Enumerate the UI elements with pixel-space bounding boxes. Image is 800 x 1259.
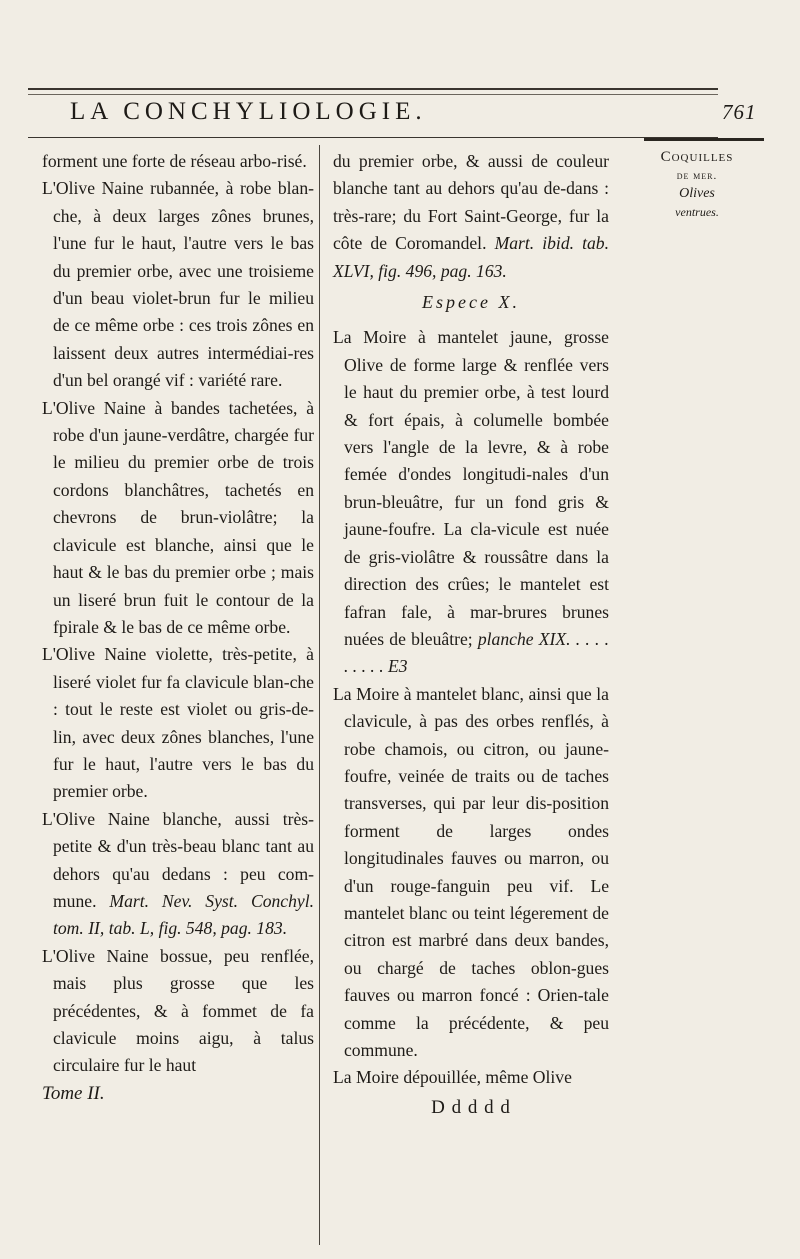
signature-mark: D d d d d	[431, 1096, 511, 1118]
margin-note-line1: Coquilles	[660, 149, 734, 165]
left-paragraph-4: L'Olive Naine violette, très-petite, à liseré violet fur fa clavicule blan-che : tout le reste est violet ou gris-de-lin, avec deux zônes blanches, l'une fur le haut, l'autre vers le bas du premier orbe.	[42, 644, 314, 802]
right-paragraph-1-reference: Mart. ibid. tab. XLVI, fig. 496, pag. 163.	[333, 233, 609, 281]
column-divider	[319, 145, 320, 1245]
left-paragraph-5-reference: Mart. Nev. Syst. Conchyl. tom. II, tab. L, fig. 548, pag. 183.	[53, 890, 314, 939]
margin-note	[622, 138, 772, 220]
section-heading-espece: Espece X.	[422, 292, 520, 313]
left-paragraph-5	[42, 806, 314, 943]
left-column	[42, 148, 314, 1107]
margin-note-line4: ventrues.	[675, 205, 719, 219]
right-paragraph-1-text: du premier orbe, & aussi de couleur blanche tant au dehors qu'au de-dans : très-rare; du Fort Saint-George, fur la côte de Coromandel.	[333, 151, 609, 254]
left-paragraph-6: L'Olive Naine bossue, peu renflée, mais plus grosse que les précédentes, & à fommet de fa clavicule moins aigu, à talus circulaire fur le haut	[42, 945, 314, 1076]
margin-note-line3: Olives	[679, 186, 715, 201]
margin-note-bar	[644, 138, 764, 141]
left-paragraph-2: L'Olive Naine rubannée, à robe blan-che, à deux larges zônes brunes, l'une fur le haut, l'autre vers le bas du premier orbe, avec une troisieme d'un beau violet-brun fur le milieu de ce même orbe : ces trois zônes en laissent deux autres intermédiai-res d'un bel orangé vif : variété rare.	[42, 178, 314, 391]
right-paragraph-4: La Moire dépouillée, même Olive	[333, 1067, 572, 1088]
left-paragraph-1: forment une forte de réseau arbo-risé.	[42, 151, 307, 171]
page-number: 761	[722, 100, 757, 124]
right-column	[333, 148, 609, 1121]
right-paragraph-3: La Moire à mantelet blanc, ainsi que la clavicule, à pas des orbes renflés, à robe chamois, ou citron, ou jaune-foufre, veinée de traits ou de taches transverses, qui par leur dis-position forment de larges ondes longitudinales fauves ou marron, ou d'un rouge-fanguin peu vif. Le mantelet blanc ou teint légerement de citron est marbré dans deux bandes, ou chargé de taches oblon-gues fauves ou marron foncé : Orien-tale comme la précédente, & peu commune.	[333, 683, 609, 1060]
right-paragraph-1	[333, 148, 609, 285]
left-paragraph-3: L'Olive Naine à bandes tachetées, à robe d'un jaune-verdâtre, chargée fur le milieu du premier orbe de trois cordons blanchâtres, tachetés en chevrons de brun-violâtre; la clavicule est blanche, ainsi que le haut & le bas du premier orbe ; mais un liseré brun fuit le contour de la fpirale & le bas de ce même orbe.	[42, 397, 314, 637]
right-paragraph-2	[333, 324, 609, 680]
right-paragraph-2-reference: planche XIX. . . . . . . . . . E3	[344, 628, 609, 677]
running-title: LA CONCHYLIOLOGIE.	[70, 98, 427, 125]
header-rule	[28, 137, 718, 138]
left-paragraph-5-text: L'Olive Naine blanche, aussi très-petite & d'un très-beau blanc tant au dehors qu'au dedans : peu com-mune.	[42, 808, 314, 911]
right-paragraph-2-text: La Moire à mantelet jaune, grosse Olive de forme large & renflée vers le haut du premier orbe, à test lourd & fort épais, à columelle bombée vers l'angle de la levre, & à robe femée d'ondes longitudi-nales d'un brun-bleuâtre, fur un fond gris & jaune-foufre. La cla-vicule est nuée de gris-violâtre & roussâtre dans la direction des crûes; le mantelet est fafran fale, à mar-brures brunes nuées de bleuâtre;	[333, 327, 609, 649]
top-double-rule-inner	[28, 94, 718, 95]
tome-label: Tome II.	[42, 1082, 105, 1104]
margin-note-line2: de mer.	[676, 170, 718, 182]
top-double-rule-outer	[28, 88, 718, 90]
running-header	[70, 98, 790, 138]
